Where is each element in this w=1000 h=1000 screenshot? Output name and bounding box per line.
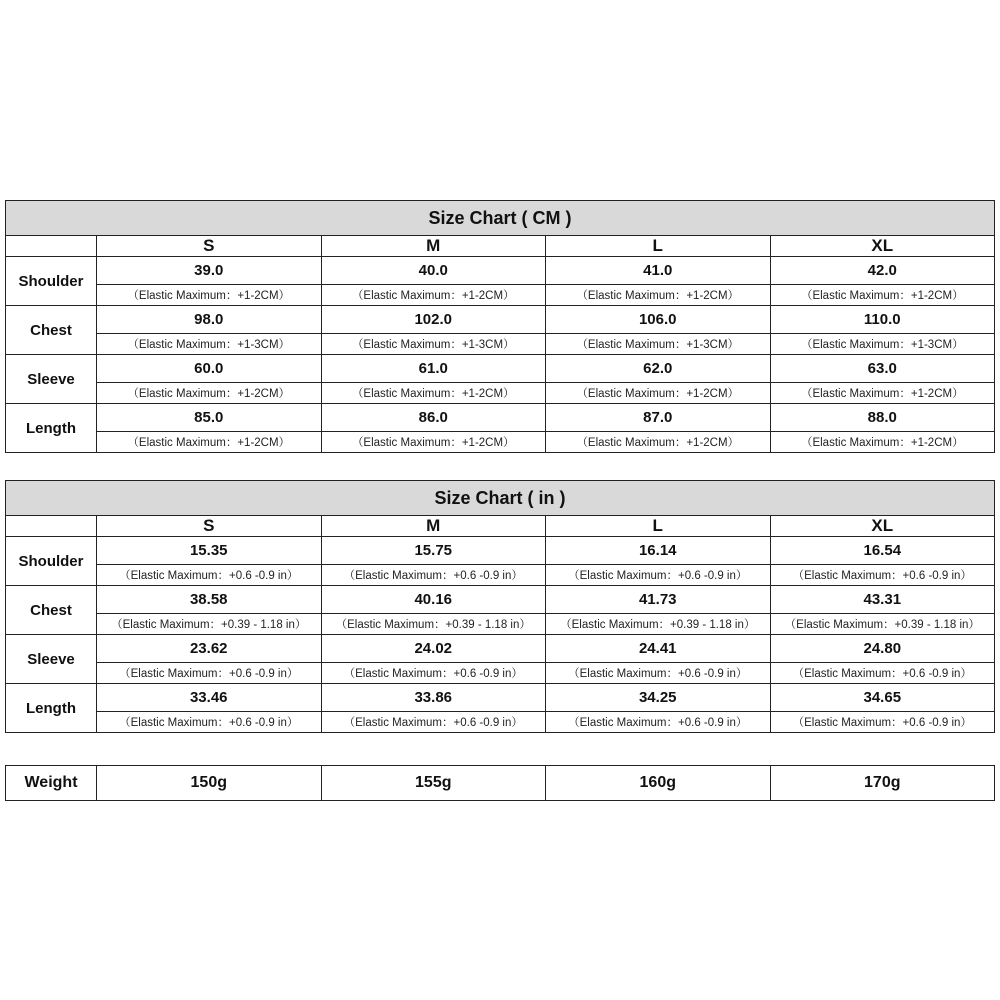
row-label-sleeve: Sleeve [6,635,97,684]
value-cell: 34.65 [770,684,995,712]
row-label-length: Length [6,404,97,453]
header-corner [6,236,97,257]
elastic-note: （Elastic Maximum：+1-2CM） [321,285,546,306]
value-cell: 42.0 [770,257,995,285]
value-cell: 60.0 [97,355,322,383]
elastic-note: （Elastic Maximum：+1-2CM） [770,432,995,453]
elastic-note: （Elastic Maximum：+1-2CM） [546,432,771,453]
value-cell: 40.16 [321,586,546,614]
elastic-note: （Elastic Maximum：+0.39 - 1.18 in） [321,614,546,635]
elastic-note: （Elastic Maximum：+0.6 -0.9 in） [770,663,995,684]
weight-value: 160g [546,766,771,801]
size-header-l: L [546,516,771,537]
row-label-length: Length [6,684,97,733]
value-cell: 110.0 [770,306,995,334]
elastic-note: （Elastic Maximum：+0.6 -0.9 in） [97,712,322,733]
value-cell: 85.0 [97,404,322,432]
elastic-note: （Elastic Maximum：+0.39 - 1.18 in） [546,614,771,635]
elastic-note: （Elastic Maximum：+1-3CM） [770,334,995,355]
size-chart-cm-title: Size Chart ( CM ) [6,201,995,236]
value-cell: 41.0 [546,257,771,285]
size-chart-in [5,480,995,733]
value-cell: 98.0 [97,306,322,334]
value-cell: 62.0 [546,355,771,383]
value-cell: 33.86 [321,684,546,712]
size-header-s: S [97,236,322,257]
value-cell: 24.41 [546,635,771,663]
elastic-note: （Elastic Maximum：+1-3CM） [321,334,546,355]
elastic-note: （Elastic Maximum：+0.6 -0.9 in） [321,565,546,586]
value-cell: 86.0 [321,404,546,432]
size-header-xl: XL [770,516,995,537]
weight-table [5,765,995,801]
weight-value: 150g [97,766,322,801]
value-cell: 102.0 [321,306,546,334]
row-label-shoulder: Shoulder [6,537,97,586]
elastic-note: （Elastic Maximum：+1-2CM） [321,383,546,404]
weight-value: 155g [321,766,546,801]
value-cell: 16.14 [546,537,771,565]
value-cell: 61.0 [321,355,546,383]
elastic-note: （Elastic Maximum：+1-2CM） [97,432,322,453]
value-cell: 88.0 [770,404,995,432]
row-label-chest: Chest [6,306,97,355]
value-cell: 41.73 [546,586,771,614]
elastic-note: （Elastic Maximum：+0.6 -0.9 in） [321,663,546,684]
elastic-note: （Elastic Maximum：+0.39 - 1.18 in） [770,614,995,635]
row-label-shoulder: Shoulder [6,257,97,306]
row-label-chest: Chest [6,586,97,635]
elastic-note: （Elastic Maximum：+0.6 -0.9 in） [97,565,322,586]
header-corner [6,516,97,537]
elastic-note: （Elastic Maximum：+1-2CM） [97,285,322,306]
elastic-note: （Elastic Maximum：+0.6 -0.9 in） [770,565,995,586]
weight-value: 170g [770,766,995,801]
elastic-note: （Elastic Maximum：+0.6 -0.9 in） [770,712,995,733]
value-cell: 40.0 [321,257,546,285]
elastic-note: （Elastic Maximum：+1-3CM） [97,334,322,355]
value-cell: 34.25 [546,684,771,712]
elastic-note: （Elastic Maximum：+0.6 -0.9 in） [321,712,546,733]
elastic-note: （Elastic Maximum：+0.6 -0.9 in） [546,565,771,586]
value-cell: 38.58 [97,586,322,614]
elastic-note: （Elastic Maximum：+1-3CM） [546,334,771,355]
value-cell: 24.80 [770,635,995,663]
size-chart-in-title: Size Chart ( in ) [6,481,995,516]
size-header-l: L [546,236,771,257]
size-header-m: M [321,516,546,537]
row-label-sleeve: Sleeve [6,355,97,404]
elastic-note: （Elastic Maximum：+1-2CM） [770,383,995,404]
value-cell: 24.02 [321,635,546,663]
elastic-note: （Elastic Maximum：+1-2CM） [770,285,995,306]
value-cell: 23.62 [97,635,322,663]
value-cell: 15.75 [321,537,546,565]
size-header-s: S [97,516,322,537]
value-cell: 106.0 [546,306,771,334]
elastic-note: （Elastic Maximum：+0.6 -0.9 in） [546,712,771,733]
value-cell: 33.46 [97,684,322,712]
elastic-note: （Elastic Maximum：+0.6 -0.9 in） [97,663,322,684]
size-header-m: M [321,236,546,257]
row-label-weight: Weight [6,766,97,801]
size-header-xl: XL [770,236,995,257]
elastic-note: （Elastic Maximum：+1-2CM） [546,383,771,404]
elastic-note: （Elastic Maximum：+1-2CM） [546,285,771,306]
elastic-note: （Elastic Maximum：+1-2CM） [321,432,546,453]
value-cell: 39.0 [97,257,322,285]
value-cell: 87.0 [546,404,771,432]
elastic-note: （Elastic Maximum：+1-2CM） [97,383,322,404]
value-cell: 43.31 [770,586,995,614]
elastic-note: （Elastic Maximum：+0.6 -0.9 in） [546,663,771,684]
value-cell: 16.54 [770,537,995,565]
elastic-note: （Elastic Maximum：+0.39 - 1.18 in） [97,614,322,635]
value-cell: 15.35 [97,537,322,565]
value-cell: 63.0 [770,355,995,383]
size-chart-cm [5,200,995,453]
